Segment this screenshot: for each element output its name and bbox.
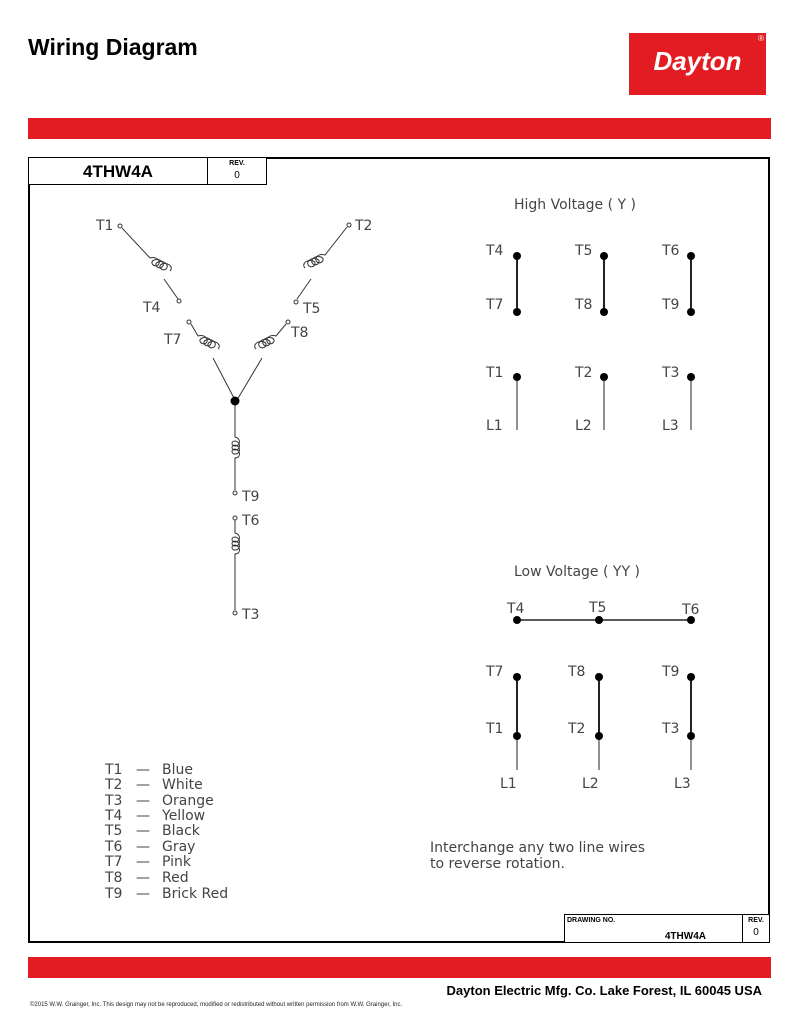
rev-value: 0 — [234, 170, 240, 181]
coil-t7-center — [187, 320, 235, 400]
hv-node-t5 — [600, 252, 608, 260]
lv-node-t1 — [513, 732, 521, 740]
legend-dash: — — [136, 823, 150, 839]
drawing-number-label: DRAWING NO. — [567, 917, 616, 924]
lv-node-t7 — [513, 673, 521, 681]
coil-center-t9 — [232, 402, 240, 495]
legend-terminal: T2 — [105, 777, 123, 793]
legend-color: Black — [162, 823, 200, 839]
legend-color: Brick Red — [162, 886, 229, 902]
coil-t1-t4 — [118, 224, 181, 303]
lv-label-t9: T9 — [662, 664, 680, 680]
lv-label-l2: L2 — [582, 776, 599, 792]
page-title: Wiring Diagram — [28, 34, 198, 60]
hv-node-t1 — [513, 373, 521, 381]
bottom-red-bar — [28, 957, 771, 978]
lv-label-t8: T8 — [568, 664, 586, 680]
wye-label-t1: T1 — [96, 218, 114, 234]
coil-t8-center — [237, 320, 290, 400]
legend-color: White — [162, 777, 203, 793]
wye-label-t4: T4 — [143, 300, 161, 316]
lv-node-t2 — [595, 732, 603, 740]
rev-label: REV. — [229, 160, 245, 167]
legend-dash: — — [136, 854, 150, 870]
lv-label-l1: L1 — [500, 776, 517, 792]
registered-mark: ® — [758, 34, 764, 43]
legend-terminal: T4 — [105, 808, 123, 824]
hv-node-t9 — [687, 308, 695, 316]
legend-color: Pink — [162, 854, 192, 870]
drawing-rev-label: REV. — [748, 917, 764, 924]
hv-node-t8 — [600, 308, 608, 316]
legend-dash: — — [136, 870, 150, 886]
hv-label-l2: L2 — [575, 418, 592, 434]
lv-label-t3: T3 — [662, 721, 680, 737]
legend-dash: — — [136, 762, 150, 778]
coil-t2-t5 — [294, 223, 351, 304]
legend-terminal: T5 — [105, 823, 123, 839]
drawing-number-box — [564, 914, 743, 943]
hv-label-t2: T2 — [575, 365, 593, 381]
wye-label-t3: T3 — [242, 607, 260, 623]
legend-dash: — — [136, 839, 150, 855]
hv-label-t9: T9 — [662, 297, 680, 313]
legend-terminal: T6 — [105, 839, 123, 855]
legend-dash: — — [136, 793, 150, 809]
legend-terminal: T7 — [105, 854, 123, 870]
lv-label-t1: T1 — [486, 721, 504, 737]
footer-copyright: ©2015 W.W. Grainger, Inc. This design may not be reproduced, modified or redistributed without written permission from W.W. Grainger, Inc. — [30, 1002, 403, 1008]
legend-dash: — — [136, 886, 150, 902]
hv-node-t4 — [513, 252, 521, 260]
lv-node-t4 — [513, 616, 521, 624]
legend-terminal: T9 — [105, 886, 123, 902]
wye-label-t9: T9 — [242, 489, 260, 505]
wye-label-t7: T7 — [164, 332, 182, 348]
legend-dash: — — [136, 777, 150, 793]
legend-color: Orange — [162, 793, 214, 809]
hv-label-t1: T1 — [486, 365, 504, 381]
legend-color: Gray — [162, 839, 196, 855]
lv-label-t5: T5 — [589, 600, 607, 616]
lv-label-t2: T2 — [568, 721, 586, 737]
wye-label-t5: T5 — [303, 301, 321, 317]
drawing-rev-box — [742, 914, 770, 943]
lv-label-l3: L3 — [674, 776, 691, 792]
hv-label-t7: T7 — [486, 297, 504, 313]
lv-label-t4: T4 — [507, 601, 525, 617]
legend-color: Blue — [162, 762, 193, 778]
footer-company: Dayton Electric Mfg. Co. Lake Forest, IL 60045 USA — [446, 983, 762, 998]
coil-t6-t3 — [232, 516, 240, 615]
hv-node-t3 — [687, 373, 695, 381]
low-voltage-title: Low Voltage ( YY ) — [514, 564, 640, 580]
hv-node-t6 — [687, 252, 695, 260]
wye-label-t2: T2 — [355, 218, 373, 234]
high-voltage-title: High Voltage ( Y ) — [514, 197, 636, 213]
legend-terminal: T1 — [105, 762, 123, 778]
hv-label-t4: T4 — [486, 243, 504, 259]
color-legend — [104, 762, 228, 902]
lv-label-t6: T6 — [682, 602, 700, 618]
wye-center-junction — [231, 397, 240, 406]
hv-node-t2 — [600, 373, 608, 381]
hv-label-t5: T5 — [575, 243, 593, 259]
lv-node-t3 — [687, 732, 695, 740]
note-line-1: Interchange any two line wires — [430, 840, 646, 856]
model-number: 4THW4A — [83, 162, 153, 181]
logo-text: Dayton — [653, 46, 742, 76]
hv-label-l3: L3 — [662, 418, 679, 434]
note-line-2: to reverse rotation. — [430, 856, 565, 872]
hv-label-t8: T8 — [575, 297, 593, 313]
legend-terminal: T3 — [105, 793, 123, 809]
wye-label-t8: T8 — [291, 325, 309, 341]
hv-label-t6: T6 — [662, 243, 680, 259]
lv-node-t5 — [595, 616, 603, 624]
hv-label-l1: L1 — [486, 418, 503, 434]
drawing-rev-value: 0 — [753, 927, 759, 938]
lv-node-t9 — [687, 673, 695, 681]
hv-label-t3: T3 — [662, 365, 680, 381]
legend-color: Yellow — [162, 808, 206, 824]
legend-terminal: T8 — [105, 870, 123, 886]
hv-node-t7 — [513, 308, 521, 316]
lv-node-t8 — [595, 673, 603, 681]
drawing-number-value: 4THW4A — [664, 931, 706, 942]
legend-dash: — — [136, 808, 150, 824]
wye-label-t6: T6 — [242, 513, 260, 529]
lv-label-t7: T7 — [486, 664, 504, 680]
legend-color: Red — [162, 870, 189, 886]
